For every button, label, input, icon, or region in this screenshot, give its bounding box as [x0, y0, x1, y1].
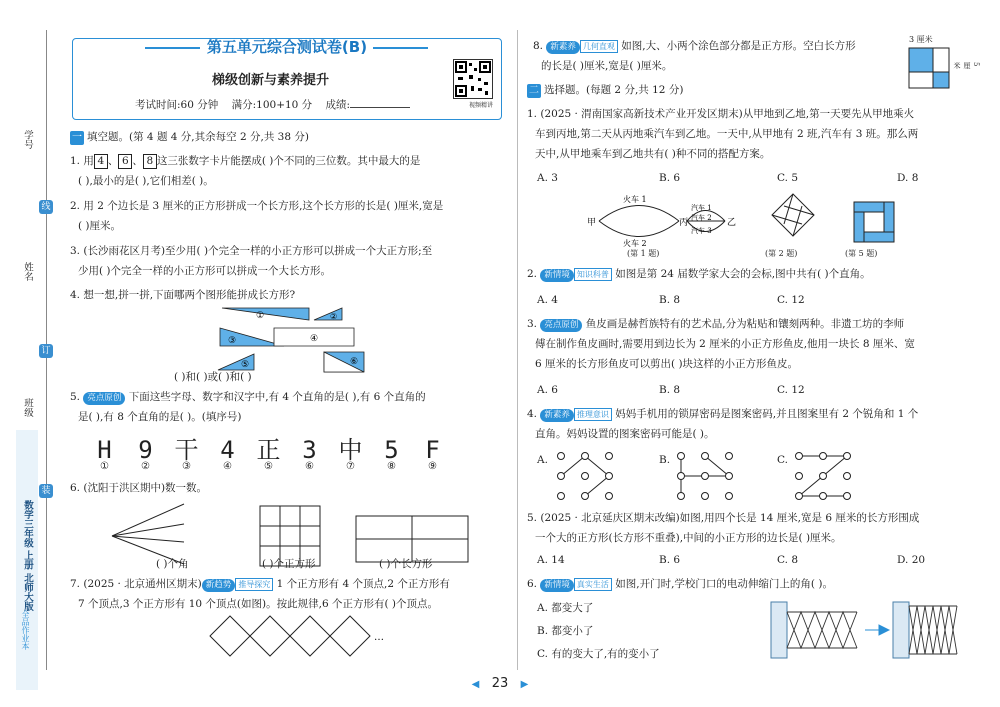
bus-1: 汽车 1 — [691, 204, 712, 212]
c2-tag: 新情境 — [540, 269, 574, 282]
seal-mark: 装 — [39, 484, 53, 498]
c2-option-b[interactable]: B. 8 — [659, 294, 681, 306]
c6-tag2: 真实生活 — [574, 578, 612, 591]
c6-gate-figure — [767, 598, 967, 662]
q7-text-a: 7. (2025 · 北京通州区期末) — [70, 578, 202, 590]
q2-text-a: 2. 用 2 个边长是 3 厘米的正方形拼成一个长方形,这个长方形的长是( )厘米,宽是 — [70, 200, 444, 212]
glyph-num-2: ② — [141, 461, 150, 472]
page-subtitle: 梯级创新与素养提升 — [211, 73, 329, 88]
c5-square-figure — [852, 200, 898, 246]
c3-option-a[interactable]: A. 6 — [537, 384, 558, 396]
question-4 — [70, 285, 295, 305]
c3-text-a: 鱼皮画是赫哲族特有的艺术品,分为粘贴和镶刻两种。非遗工坊的李师 — [585, 318, 905, 330]
exam-score: 满分:100+10 分 — [231, 99, 313, 111]
glyph-2: 9 — [138, 436, 153, 464]
c6-tag: 新情境 — [540, 579, 574, 592]
choice-4 — [527, 404, 918, 444]
c2-caption: (第 2 题) — [765, 249, 798, 258]
c4-text-b: 直角。妈妈设置的图案密码可能是( )。 — [535, 428, 715, 440]
c4-pattern-c — [793, 450, 853, 502]
c5-text-b: 一个大的正方形(长方形不重叠),中间的小正方形的边长是( )厘米。 — [535, 532, 842, 544]
c4-tag: 新素养 — [540, 409, 574, 422]
c4-pattern-b — [675, 450, 735, 502]
c4-text-a: 妈妈手机用的锁屏密码是图案密码,并且图案里有 2 个锐角和 1 个 — [615, 408, 919, 420]
c5-option-b[interactable]: B. 6 — [659, 554, 681, 566]
question-5 — [70, 387, 426, 427]
q8-label-3cm: 3 厘米 — [909, 35, 933, 44]
q7-text-c: 7 个顶点,3 个正方形有 10 个顶点(如图)。按此规律,6 个正方形有( )个顶点。 — [78, 598, 438, 610]
qr-caption: 视频精讲 — [468, 102, 493, 109]
book-label: 数学三年级 上册 北师大版 — [22, 500, 33, 612]
c2-option-a[interactable]: A. 4 — [537, 294, 558, 306]
c1-text-a: 1. (2025 · 渭南国家高新技术产业开发区期末)从甲地到乙地,第一天要先从甲地乘火 — [527, 108, 915, 120]
q6-answer-squares: ( )个正方形 — [262, 558, 316, 570]
c1-option-c[interactable]: C. 5 — [777, 172, 799, 184]
bus-2: 汽车 2 — [691, 214, 712, 222]
q6-answer-rectangles: ( )个长方形 — [379, 558, 433, 570]
choice-5 — [527, 508, 919, 548]
q5-text-b: 是( ),有 8 个直角的是( )。(填序号) — [78, 411, 242, 423]
student-id-label: 学号 — [22, 130, 33, 149]
q6-answer-angles: ( )个角 — [156, 558, 189, 570]
c1-option-a[interactable]: A. 3 — [537, 172, 558, 184]
c4-num: 4. — [527, 408, 538, 420]
choice-2 — [527, 264, 871, 284]
glyph-num-3: ③ — [182, 461, 191, 472]
q1-text-a: 1. 用 — [70, 155, 94, 167]
glyph-4: 4 — [220, 436, 235, 464]
prev-page-icon[interactable]: ◀ — [471, 679, 480, 690]
c6-option-b[interactable]: B. 都变小了 — [537, 625, 594, 637]
c2-tag2: 知识科普 — [574, 268, 612, 281]
c4-tag2: 推理意识 — [574, 408, 612, 421]
c4-pattern-a — [555, 450, 615, 502]
q5-tag: 亮点原创 — [83, 392, 125, 405]
c6-option-a[interactable]: A. 都变大了 — [537, 602, 594, 614]
shape-4-label: ④ — [310, 334, 319, 344]
question-6: 6. (沈阳于洪区期中)数一数。 — [70, 482, 208, 494]
glyph-3: 干 — [174, 436, 199, 464]
exam-time: 考试时间:60 分钟 — [135, 99, 219, 111]
c3-tag: 亮点原创 — [540, 319, 582, 332]
digit-card-6: 6 — [118, 154, 132, 169]
section-1-number: 一 — [72, 132, 82, 143]
grade-label: 成绩: — [325, 99, 351, 111]
glyph-9: F — [425, 436, 440, 464]
train-1: 火车 1 — [623, 195, 647, 204]
page-title: 第五单元综合测试卷(B) — [206, 38, 368, 56]
c2-logo-figure — [770, 192, 816, 240]
digit-card-8: 8 — [143, 154, 157, 169]
glyph-num-5: ⑤ — [264, 461, 273, 472]
shape-1-label: ① — [256, 311, 265, 321]
glyph-num-8: ⑧ — [387, 461, 396, 472]
glyph-6: 3 — [302, 436, 317, 464]
c4-option-c[interactable]: C. — [777, 454, 788, 466]
q8-tag: 新素养 — [546, 41, 580, 54]
c1-route-diagram — [587, 190, 737, 252]
c2-num: 2. — [527, 268, 538, 280]
name-label: 姓名 — [22, 262, 33, 281]
fold-mark: 线 — [39, 200, 53, 214]
c5-option-a[interactable]: A. 14 — [537, 554, 565, 566]
c3-text-b: 傅在制作鱼皮画时,需要用到边长为 2 厘米的小正方形鱼皮,他用一块长 8 厘米、宽 — [535, 338, 915, 350]
shape-3-label: ③ — [228, 336, 237, 346]
q7-diamond-chain — [208, 614, 388, 658]
c2-option-c[interactable]: C. 12 — [777, 294, 805, 306]
shape-6-label: ⑥ — [350, 357, 359, 367]
section-2-text: 选择题。(每题 2 分,共 12 分) — [544, 84, 684, 96]
q7-text-b: 1 个正方形有 4 个顶点,2 个正方形有 — [276, 578, 450, 590]
c5-option-d[interactable]: D. 20 — [897, 554, 926, 566]
q1-text-c: ( ),最小的是( ),它们相差( )。 — [78, 175, 214, 187]
question-7 — [70, 574, 450, 614]
choice-3 — [527, 314, 915, 374]
question-2 — [70, 196, 443, 236]
section-2-number: 二 — [529, 85, 539, 96]
c3-num: 3. — [527, 318, 538, 330]
c1-option-b[interactable]: B. 6 — [659, 172, 681, 184]
arrow-right-icon — [865, 625, 889, 635]
section-1-text: 填空题。(第 4 题 4 分,其余每空 2 分,共 38 分) — [87, 131, 309, 143]
c6-text: 如图,开门时,学校门口的电动伸缩门上的角( )。 — [615, 578, 833, 590]
glyph-8: 5 — [384, 436, 399, 464]
c4-option-a[interactable]: A. — [537, 454, 548, 466]
column-divider — [517, 30, 518, 670]
question-1: 1. 用 4 、 6 、 8 这三张数字卡片能摆成( )个不同的三位数。其中最大的是 ( ),最小的是( ),它们相差( )。 — [70, 155, 421, 187]
q4-text: 4. 想一想,拼一拼,下面哪两个图形能拼成长方形? — [70, 289, 296, 301]
q2-text-b: ( )厘米。 — [78, 220, 122, 232]
c2-text: 如图是第 24 届数学家大会的会标,图中共有( )个直角。 — [615, 268, 871, 280]
q3-text-a: 3. (长沙雨花区月考)至少用( )个完全一样的小正方形可以拼成一个大正方形;至 — [70, 245, 433, 257]
choice-6 — [527, 574, 833, 594]
digit-card-4: 4 — [94, 154, 108, 169]
glyph-num-6: ⑥ — [305, 461, 314, 472]
place-bing: 丙 — [679, 218, 689, 228]
cut-mark: 订 — [39, 344, 53, 358]
place-jia: 甲 — [587, 218, 597, 228]
grade-blank[interactable] — [350, 107, 410, 108]
glyph-num-7: ⑦ — [346, 461, 355, 472]
c1-text-c: 天中,从甲地乘车到乙地共有( )种不同的搭配方案。 — [535, 148, 771, 160]
q8-text-a: 如图,大、小两个涂色部分都是正方形。空白长方形 — [621, 40, 856, 52]
c6-num: 6. — [527, 578, 538, 590]
class-label: 班级 — [22, 398, 33, 417]
c4-option-b[interactable]: B. — [659, 454, 671, 466]
exam-meta — [135, 97, 410, 112]
glyph-num-9: ⑨ — [428, 461, 437, 472]
q3-text-b: 少用( )个完全一样的小正方形可以拼成一个大长方形。 — [78, 265, 332, 277]
q4-answer: ( )和( )或( )和( ) — [174, 371, 252, 383]
c6-option-c[interactable]: C. 有的变大了,有的变小了 — [537, 648, 660, 660]
q5-number-row — [84, 460, 453, 472]
c5-caption: (第 5 题) — [845, 249, 878, 258]
place-yi: 乙 — [727, 218, 737, 228]
page-footer — [0, 676, 1000, 691]
q8-label-5cm: 5 厘米 — [953, 62, 980, 69]
next-page-icon[interactable]: ▶ — [520, 679, 529, 690]
bus-3: 汽车 3 — [691, 227, 712, 235]
q8-text-b: 的长是( )厘米,宽是( )厘米。 — [541, 60, 673, 72]
c1-option-d[interactable]: D. 8 — [897, 172, 919, 184]
section-2-heading — [527, 82, 683, 98]
c5-text-a: 5. (2025 · 北京延庆区期末改编)如图,用四个长是 14 厘米,宽是 6 厘米的长方形围成 — [527, 512, 920, 524]
c3-option-c[interactable]: C. 12 — [777, 384, 805, 396]
c5-option-c[interactable]: C. 8 — [777, 554, 799, 566]
q5-num: 5. — [70, 391, 81, 403]
section-1-heading — [70, 129, 309, 145]
qr-code-icon[interactable] — [453, 59, 493, 99]
q7-tag2: 推导探究 — [235, 578, 273, 591]
c1-text-b: 车到丙地,第二天从丙地乘汽车到乙地。一天中,从甲地有 2 班,汽车有 3 班。那么两 — [535, 128, 919, 140]
question-3 — [70, 241, 432, 281]
glyph-num-4: ④ — [223, 461, 232, 472]
shape-2 — [314, 308, 342, 320]
shape-5-label: ⑤ — [241, 360, 250, 370]
c3-text-c: 6 厘米的长方形鱼皮可以剪出( )块这样的小正方形鱼皮。 — [535, 358, 799, 370]
c1-caption: (第 1 题) — [627, 249, 660, 258]
glyph-5: 正 — [256, 436, 281, 464]
shape-1 — [222, 308, 309, 320]
title-box — [72, 38, 502, 120]
q7-tag: 新趋势 — [202, 579, 236, 592]
shape-2-label: ② — [330, 312, 338, 321]
train-2: 火车 2 — [623, 239, 647, 248]
page-number: 23 — [491, 676, 509, 691]
binding-sidebar — [0, 0, 60, 707]
c3-option-b[interactable]: B. 8 — [659, 384, 681, 396]
choice-1 — [527, 104, 918, 164]
q8-square-figure — [907, 46, 957, 96]
glyph-1: H — [97, 436, 112, 464]
q5-text-a: 下面这些字母、数字和汉字中,有 4 个直角的是( ),有 6 个直角的 — [128, 391, 426, 403]
q8-tag2: 几何直观 — [580, 40, 618, 53]
question-8 — [533, 36, 856, 76]
q1-text-b: 这三张数字卡片能摆成( )个不同的三位数。其中最大的是 — [156, 155, 421, 167]
q8-num: 8. — [533, 40, 544, 52]
q7-ellipsis: … — [374, 632, 384, 643]
glyph-num-1: ① — [100, 461, 109, 472]
glyph-7: 中 — [338, 436, 363, 464]
brand-logo: 全品作业本 — [21, 610, 30, 650]
